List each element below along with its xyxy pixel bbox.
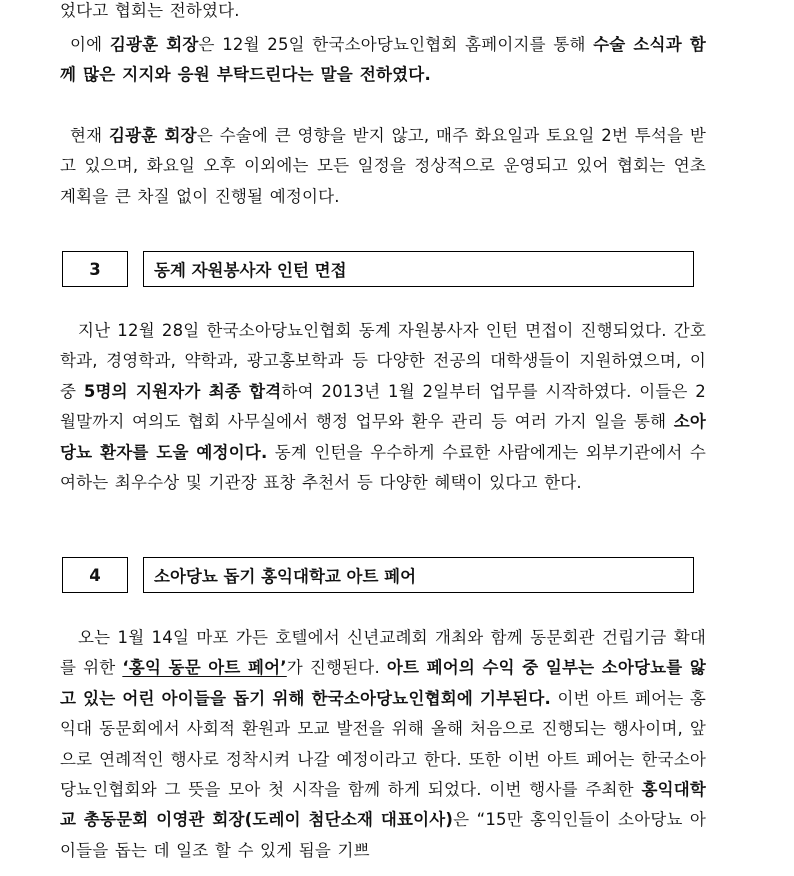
paragraph-art-fair (60, 623, 706, 866)
section-4-number (62, 557, 128, 593)
section-4-number-text: 4 (89, 565, 101, 585)
body-text: 이번 아트 페어는 홍익대 동문회에서 사회적 환원과 모교 발전을 위해 올해 처음으로 진행되는 행사이며, 앞으로 연례적인 행사로 정착시켜 나갈 예정이라고 한다. 또한 이번 아트 페어는 한국소아당뇨인협회와 그 뜻을 모아 첫 시작을 함께 하게 되었다. 이번 행사를 주최한 (60, 688, 706, 800)
section-3-title (143, 251, 694, 287)
section-3-number (62, 251, 128, 287)
emphasis-text: 김광훈 회장 (108, 126, 197, 145)
paragraph-current-status (60, 121, 706, 212)
section-3-number-text: 3 (89, 259, 101, 279)
emphasis-text: 김광훈 회장 (109, 35, 199, 54)
section-3-title-text: 동계 자원봉사자 인턴 면접 (154, 261, 347, 280)
body-text: 은 수술에 큰 영향을 받지 않고, 매주 화요일과 토요일 2번 투석을 받고 있으며, 화요일 오후 이외에는 모든 일정을 정상적으로 운영되고 있어 협회는 연초 계획을 큰 차질 없이 진행될 예정이다. (60, 126, 706, 206)
emphasis-text: 수술 소식과 함께 많은 지지와 응원 부탁드린다는 말을 전하였다. (60, 35, 706, 85)
body-text: 오는 1월 14일 마포 가든 호텔에서 신년교례회 개최와 함께 동문회관 건립기금 확대를 위한 (60, 628, 706, 678)
body-text: 지난 12월 28일 한국소아당뇨인협회 동계 자원봉사자 인턴 면접이 진행되었다. 간호학과, 경영학과, 약학과, 광고홍보학과 등 다양한 전공의 대학생들이 지원하였으며, 이 중 (60, 321, 706, 401)
section-4-title-text: 소아당뇨 돕기 홍익대학교 아트 페어 (154, 567, 417, 586)
body-text: 동계 인턴을 우수하게 수료한 사람에게는 외부기관에서 수여하는 최우수상 및 기관장 표창 추천서 등 다양한 혜택이 있다고 한다. (60, 442, 706, 493)
paragraph-intern-interview (60, 316, 706, 498)
body-text: 현재 (70, 126, 109, 145)
emphasis-text: 아트 페어의 수익 중 일부는 소아당뇨를 앓고 있는 어린 아이들을 돕기 위해 한국소아당뇨인협회에 기부된다. (60, 658, 706, 708)
paragraph-surgery-news (60, 30, 706, 91)
body-text: 었다고 협회는 전하였다. (60, 1, 240, 20)
body-text: 이에 (70, 35, 110, 54)
body-text: 은 “15만 홍익인들이 소아당뇨 아이들을 돕는 데 일조 할 수 있게 됨을 기쁘 (60, 810, 706, 860)
emphasis-text: 홍익대학교 총동문회 이영관 회장(도레이 첨단소재 대표이사) (60, 780, 706, 830)
paragraph-intro-tail (60, 0, 706, 26)
body-text: 하여 2013년 1월 2일부터 업무를 시작하였다. 이들은 2월말까지 여의도 협회 사무실에서 행정 업무와 환우 관리 등 여러 가지 일을 통해 (60, 381, 707, 432)
emphasis-text: ‘홍익 동문 아트 페어’ (122, 658, 287, 678)
emphasis-text: 소아당뇨 환자를 도울 예정이다. (60, 412, 706, 462)
body-text: 가 진행된다. (286, 658, 387, 678)
section-4-title (143, 557, 694, 593)
emphasis-text: 5명의 지원자가 최종 합격 (83, 381, 282, 401)
body-text: 은 12월 25일 한국소아당뇨인협회 홈페이지를 통해 (198, 35, 594, 54)
